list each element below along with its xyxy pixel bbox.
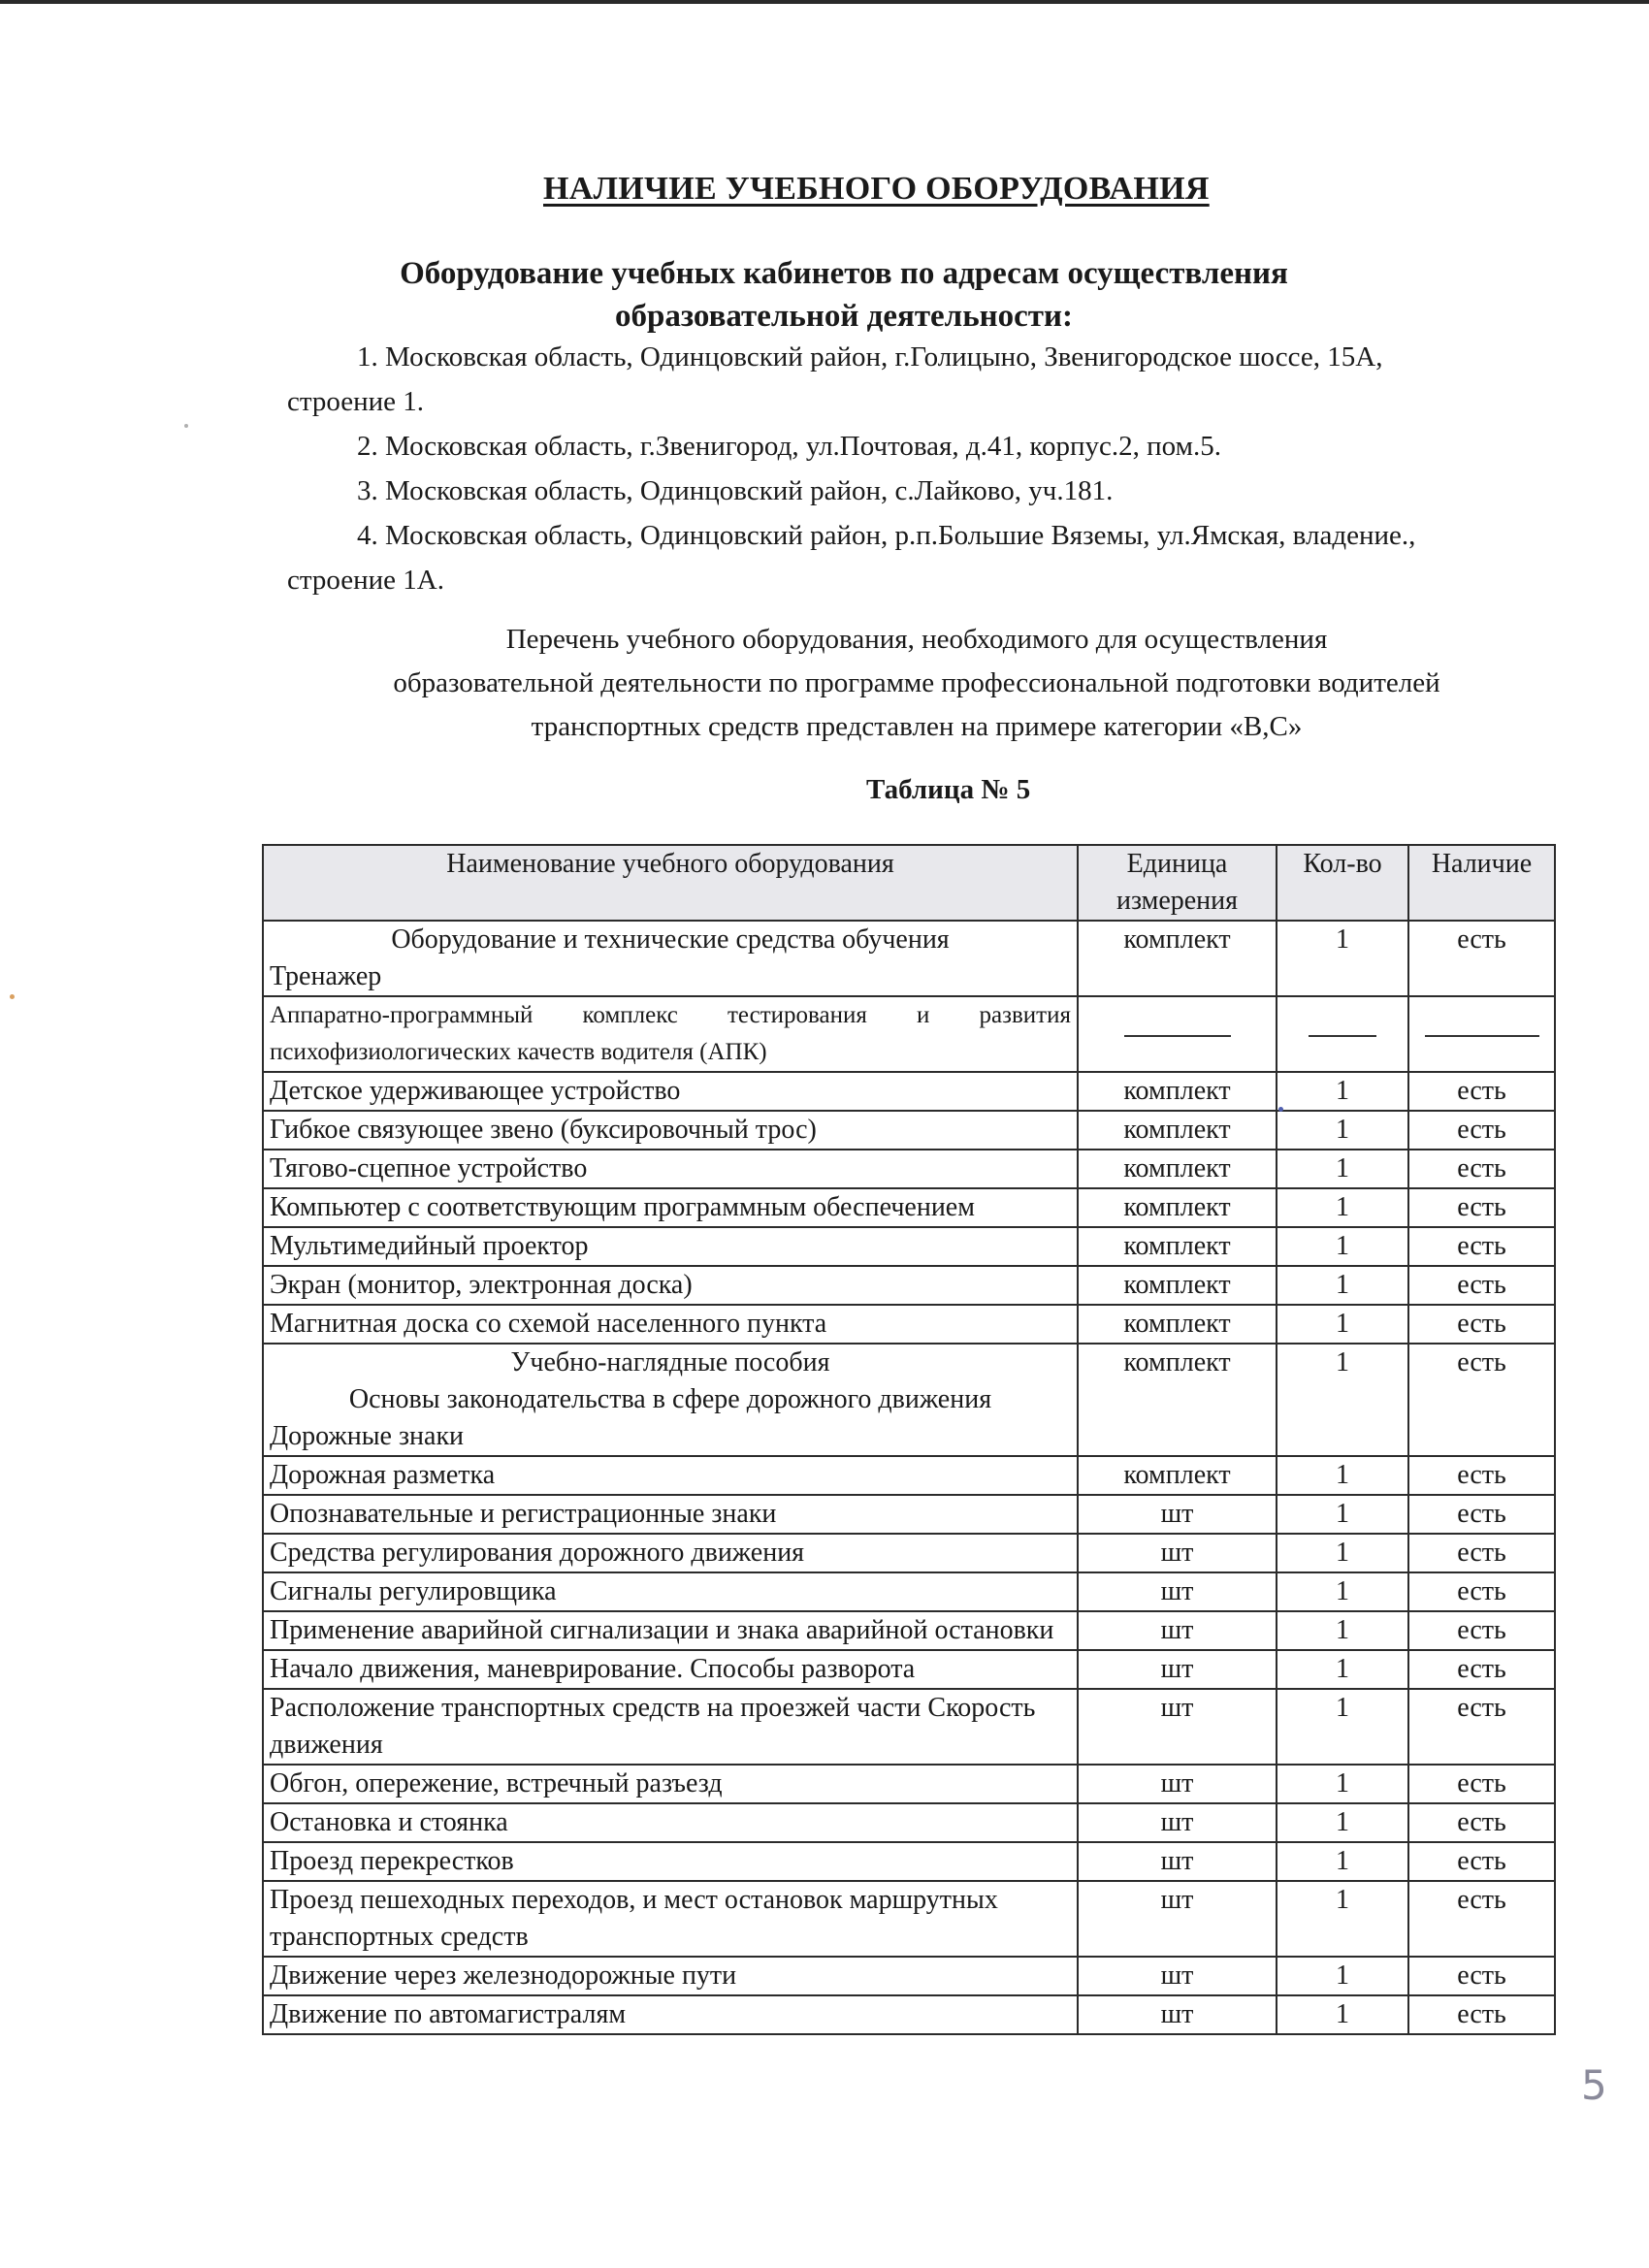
row-qty: 1 (1277, 1456, 1408, 1495)
intro-line-2: образовательной деятельности по программе профессиональной подготовки водителей (393, 667, 1440, 698)
row-unit: шт (1078, 1995, 1277, 2034)
row-unit: комплект (1078, 921, 1277, 996)
row-name: Средства регулирования дорожного движения (263, 1534, 1078, 1572)
address-item-1: 1. Московская область, Одинцовский район, г.Голицыно, Звенигородское шоссе, 15А, строение 1. (287, 341, 1383, 417)
row-availability: есть (1408, 1150, 1555, 1188)
row-unit: шт (1078, 1534, 1277, 1572)
address-list (287, 335, 1490, 602)
row-qty: 1 (1277, 1803, 1408, 1842)
row-availability: есть (1408, 1266, 1555, 1305)
row-unit: комплект (1078, 1188, 1277, 1227)
table-row (263, 1111, 1555, 1150)
row-qty: 1 (1277, 921, 1408, 996)
section-title-visual-aids: Учебно-наглядные пособия (510, 1347, 830, 1377)
table-body (263, 921, 1555, 2034)
row-availability: есть (1408, 1572, 1555, 1611)
address-item-4: 4. Московская область, Одинцовский район, р.п.Большие Вяземы, ул.Ямская, владение., строение 1А. (287, 520, 1416, 596)
section-row-visual-aids (263, 1344, 1555, 1456)
row-qty: 1 (1277, 1305, 1408, 1344)
intro-line-3: транспортных средств представлен на примере категории «В,С» (531, 711, 1303, 742)
row-name: Мультимедийный проектор (263, 1227, 1078, 1266)
row-qty-apk (1277, 996, 1408, 1072)
row-availability: есть (1408, 1689, 1555, 1765)
row-availability: есть (1408, 1495, 1555, 1534)
row-availability: есть (1408, 1611, 1555, 1650)
row-unit: шт (1078, 1765, 1277, 1803)
page-heading: НАЛИЧИЕ УЧЕБНОГО ОБОРУДОВАНИЯ (543, 171, 1210, 207)
row-qty: 1 (1277, 1344, 1408, 1456)
subheading (242, 252, 1445, 338)
row-name: Проезд перекрестков (263, 1842, 1078, 1881)
row-unit: комплект (1078, 1072, 1277, 1111)
row-availability: есть (1408, 1188, 1555, 1227)
row-name: Сигналы регулировщика (263, 1572, 1078, 1611)
section-cell-visual-aids (263, 1344, 1078, 1456)
table-row (263, 1842, 1555, 1881)
row-name: Детское удерживающее устройство (263, 1072, 1078, 1111)
row-qty: 1 (1277, 1534, 1408, 1572)
row-unit: комплект (1078, 1266, 1277, 1305)
scan-speck (10, 994, 15, 999)
row-unit: шт (1078, 1689, 1277, 1765)
table-row (263, 1957, 1555, 1995)
subheading-line-2: образовательной деятельности: (614, 299, 1074, 334)
row-unit: комплект (1078, 1456, 1277, 1495)
table-row (263, 1572, 1555, 1611)
table-row (263, 1227, 1555, 1266)
row-unit: шт (1078, 1842, 1277, 1881)
row-name: Тягово-сцепное устройство (263, 1150, 1078, 1188)
section-cell-equipment (263, 921, 1078, 996)
row-unit: комплект (1078, 1305, 1277, 1344)
row-availability: есть (1408, 1803, 1555, 1842)
row-qty: 1 (1277, 1881, 1408, 1957)
row-unit: шт (1078, 1803, 1277, 1842)
scan-speck (184, 424, 188, 428)
row-qty: 1 (1277, 1572, 1408, 1611)
section-title-equipment: Оборудование и технические средства обучения (391, 924, 950, 955)
row-qty: 1 (1277, 1266, 1408, 1305)
address-item-2: 2. Московская область, г.Звенигород, ул.Почтовая, д.41, корпус.2, пом.5. (357, 431, 1221, 462)
row-unit: комплект (1078, 1344, 1277, 1456)
row-availability: есть (1408, 1072, 1555, 1111)
table-row (263, 1881, 1555, 1957)
section-subtitle-legislation: Основы законодательства в сфере дорожного движения (348, 1384, 992, 1414)
row-availability: есть (1408, 1456, 1555, 1495)
table-row (263, 1072, 1555, 1111)
table-row (263, 1456, 1555, 1495)
row-name: Компьютер с соответствующим программным обеспечением (263, 1188, 1078, 1227)
dash-availability (1425, 1035, 1539, 1037)
header-availability: Наличие (1408, 845, 1555, 921)
row-name-apk: Аппаратно-программный комплекс тестирования и развития психофизиологических качеств водителя (АПК) (263, 996, 1078, 1072)
row-name: Применение аварийной сигнализации и знака аварийной остановки (263, 1611, 1078, 1650)
header-unit: Единица измерения (1078, 845, 1277, 921)
row-name: Тренажер (270, 961, 382, 991)
row-availability: есть (1408, 1305, 1555, 1344)
row-unit: комплект (1078, 1227, 1277, 1266)
row-unit: шт (1078, 1611, 1277, 1650)
equipment-table (262, 844, 1556, 2035)
row-name: Начало движения, маневрирование. Способы разворота (263, 1650, 1078, 1689)
section-row-equipment (263, 921, 1555, 996)
header-qty: Кол-во (1277, 845, 1408, 921)
scan-speck (1278, 1107, 1283, 1112)
row-availability: есть (1408, 1344, 1555, 1456)
row-qty: 1 (1277, 1842, 1408, 1881)
row-name: Остановка и стоянка (263, 1803, 1078, 1842)
row-name: Дорожные знаки (270, 1421, 465, 1451)
row-unit: шт (1078, 1495, 1277, 1534)
page-number: 5 (1581, 2061, 1607, 2109)
row-qty: 1 (1277, 1957, 1408, 1995)
row-qty: 1 (1277, 1765, 1408, 1803)
row-availability: есть (1408, 1650, 1555, 1689)
table-row (263, 1995, 1555, 2034)
row-availability: есть (1408, 1765, 1555, 1803)
row-name: Движение по автомагистралям (263, 1995, 1078, 2034)
table-row (263, 1495, 1555, 1534)
address-item-3: 3. Московская область, Одинцовский район, с.Лайково, уч.181. (357, 475, 1114, 506)
table-row (263, 1305, 1555, 1344)
row-name: Дорожная разметка (263, 1456, 1078, 1495)
row-qty: 1 (1277, 1650, 1408, 1689)
row-qty: 1 (1277, 1150, 1408, 1188)
table-row (263, 1650, 1555, 1689)
table-row (263, 1188, 1555, 1227)
intro-line-1: Перечень учебного оборудования, необходимого для осуществления (505, 624, 1328, 655)
row-qty: 1 (1277, 1188, 1408, 1227)
row-availability: есть (1408, 1881, 1555, 1957)
row-qty: 1 (1277, 1111, 1408, 1150)
table-row-apk (263, 996, 1555, 1072)
row-unit: шт (1078, 1881, 1277, 1957)
header-name: Наименование учебного оборудования (263, 845, 1078, 921)
intro-paragraph (281, 618, 1552, 749)
table-row (263, 1611, 1555, 1650)
row-unit: комплект (1078, 1111, 1277, 1150)
table-header-row (263, 845, 1555, 921)
row-unit: шт (1078, 1572, 1277, 1611)
row-name: Опознавательные и регистрационные знаки (263, 1495, 1078, 1534)
row-name: Движение через железнодорожные пути (263, 1957, 1078, 1995)
dash-qty (1309, 1035, 1376, 1037)
table-row (263, 1534, 1555, 1572)
dash-unit (1124, 1035, 1231, 1037)
row-name: Расположение транспортных средств на проезжей части Скорость движения (263, 1689, 1078, 1765)
table-row (263, 1266, 1555, 1305)
row-availability-apk (1408, 996, 1555, 1072)
row-availability: есть (1408, 1995, 1555, 2034)
row-qty: 1 (1277, 1072, 1408, 1111)
row-name: Проезд пешеходных переходов, и мест остановок маршрутных транспортных средств (263, 1881, 1078, 1957)
row-availability: есть (1408, 1111, 1555, 1150)
row-qty: 1 (1277, 1689, 1408, 1765)
table-caption: Таблица № 5 (866, 774, 1031, 805)
row-unit: шт (1078, 1957, 1277, 1995)
subheading-line-1: Оборудование учебных кабинетов по адресам осуществления (400, 256, 1288, 291)
row-qty: 1 (1277, 1611, 1408, 1650)
table-row (263, 1803, 1555, 1842)
row-unit-apk (1078, 996, 1277, 1072)
row-name: Экран (монитор, электронная доска) (263, 1266, 1078, 1305)
row-qty: 1 (1277, 1495, 1408, 1534)
row-qty: 1 (1277, 1227, 1408, 1266)
table-row (263, 1150, 1555, 1188)
row-name: Обгон, опережение, встречный разъезд (263, 1765, 1078, 1803)
row-qty: 1 (1277, 1995, 1408, 2034)
row-unit: комплект (1078, 1150, 1277, 1188)
row-unit: шт (1078, 1650, 1277, 1689)
row-availability: есть (1408, 1842, 1555, 1881)
row-availability: есть (1408, 1227, 1555, 1266)
row-availability: есть (1408, 921, 1555, 996)
table-row (263, 1689, 1555, 1765)
scan-top-edge (0, 0, 1649, 4)
table-row (263, 1765, 1555, 1803)
row-name: Гибкое связующее звено (буксировочный трос) (263, 1111, 1078, 1150)
row-availability: есть (1408, 1534, 1555, 1572)
row-name: Магнитная доска со схемой населенного пункта (263, 1305, 1078, 1344)
row-availability: есть (1408, 1957, 1555, 1995)
